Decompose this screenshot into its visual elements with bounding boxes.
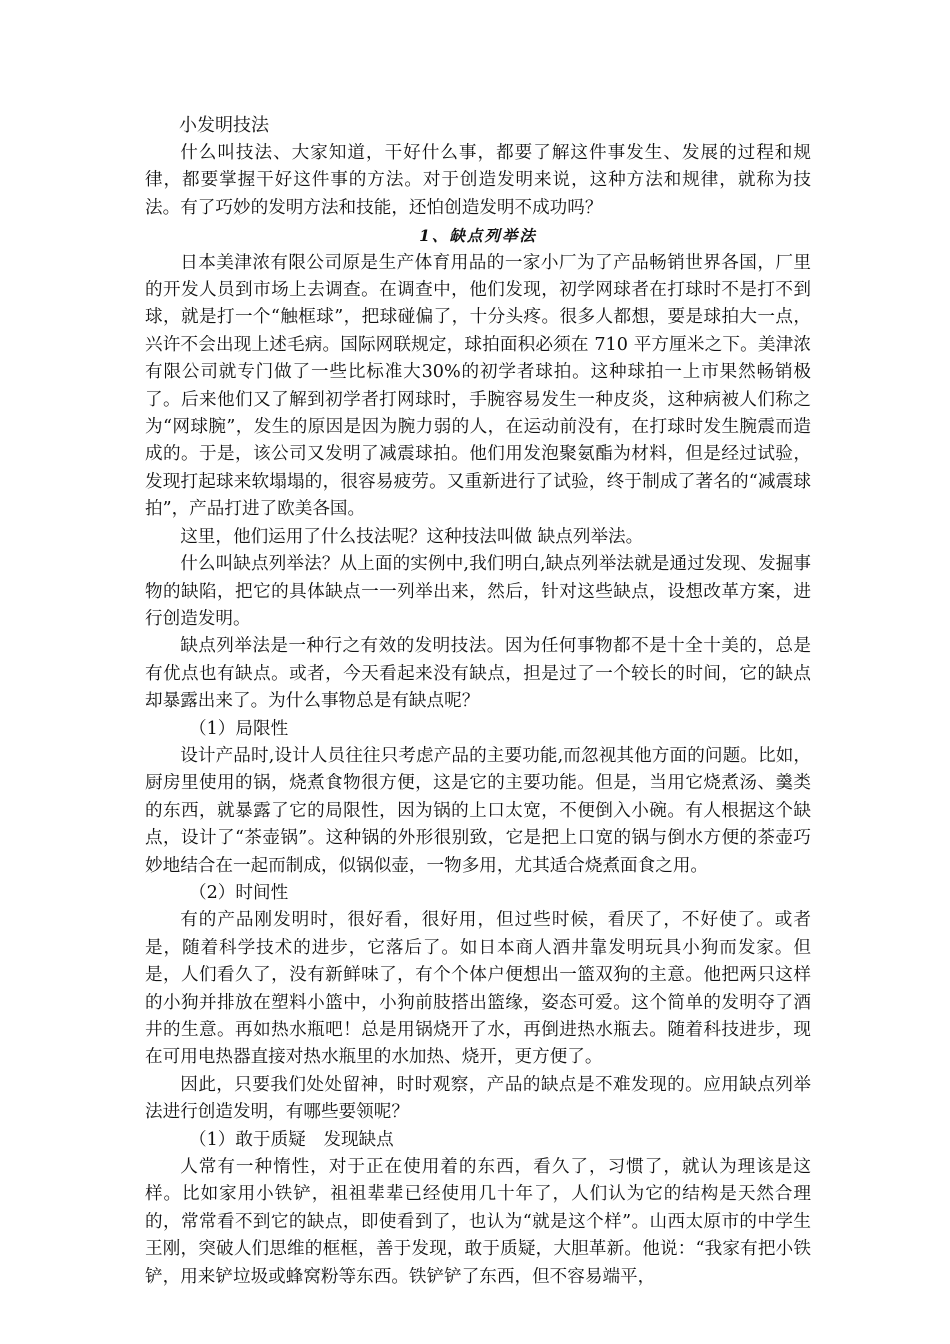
document-page [145, 112, 811, 1291]
section-heading: 1、缺点列举法 [419, 226, 537, 246]
subheading-time: （2）时间性 [189, 882, 289, 903]
paragraph-mizuno-story: 日本美津浓有限公司原是生产体育用品的一家小厂为了产品畅销世界各国，厂里的开发人员到市场上去调查。在调查中，他们发现，初学网球者在打球时不是打不到球，就是打一个“触框球”，把球碰偏了，十分头疼。很多人都想，要是球拍大一点，兴许不会出现上述毛病。国际网联规定，球拍面积必须在 710 平方厘米之下。美津浓有限公司就专门做了一些比标准大30%的初学者球拍。这种球拍一上市果然畅销极了。后来他们又了解到初学者打网球时，手腕容易发生一种皮炎，这种病被人们称之为“网球腕”，发生的原因是因为腕力弱的人，在运动前没有，在打球时发生腕震而造成的。于是，该公司又发明了减震球拍。他们用发泡聚氨酯为材料，但是经过试验，发现打起球来软塌塌的，很容易疲劳。又重新进行了试验，终于制成了著名的“减震球拍”，产品打进了欧美各国。 [145, 252, 811, 520]
subheading-limitation: （1）局限性 [189, 718, 289, 739]
paragraph-effectiveness: 缺点列举法是一种行之有效的发明技法。因为任何事物都不是十全十美的，总是有优点也有缺点。或者，今天看起来没有缺点，担是过了一个较长的时间，它的缺点却暴露出来了。为什么事物总是有缺点呢？ [145, 636, 811, 712]
document-title: 小发明技法 [179, 115, 269, 136]
intro-paragraph: 什么叫技法、大家知道，干好什么事，都要了解这件事发生、发展的过程和规律，都要掌握干好这件事的方法。对于创造发明来说，这种方法和规律，就称为技法。有了巧妙的发明方法和技能，还怕创造发明不成功吗？ [145, 143, 811, 218]
paragraph-time: 有的产品刚发明时，很好看，很好用，但过些时候，看厌了，不好使了。或者是，随着科学技术的进步，它落后了。如日本商人酒井靠发明玩具小狗而发家。但是，人们看久了，没有新鲜味了，有个个体户便想出一篮双狗的主意。他把两只这样的小狗并排放在塑料小篮中，小狗前肢搭出篮缘，姿态可爱。这个简单的发明夺了酒井的生意。再如热水瓶吧！总是用锅烧开了水，再倒进热水瓶去。随着科技进步，现在可用电热器直接对热水瓶里的水加热、烧开，更方便了。 [145, 910, 811, 1068]
paragraph-definition: 什么叫缺点列举法？从上面的实例中,我们明白,缺点列举法就是通过发现、发掘事物的缺陷，把它的具体缺点一一列举出来，然后，针对这些缺点，设想改革方案，进行创造发明。 [145, 554, 811, 629]
paragraph-habit: 人常有一种惰性，对于正在使用着的东西，看久了，习惯了，就认为理该是这样。比如家用小铁铲，祖祖辈辈已经使用几十年了，人们认为它的结构是天然合理的，常常看不到它的缺点，即使看到了，也认为“就是这个样”。山西太原市的中学生王刚，突破人们思维的框框，善于发现，敢于质疑，大胆革新。他说：“我家有把小铁铲，用来铲垃圾或蜂窝粉等东西。铁铲铲了东西，但不容易端平， [145, 1157, 811, 1287]
subheading-question: （1）敢于质疑 发现缺点 [189, 1129, 394, 1150]
paragraph-limitation: 设计产品时,设计人员往往只考虑产品的主要功能,而忽视其他方面的问题。比如，厨房里使用的锅，烧煮食物很方便，这是它的主要功能。但是，当用它烧煮汤、羹类的东西，就暴露了它的局限性，因为锅的上口太宽，不便倒入小碗。有人根据这个缺点，设计了“茶壶锅”。这种锅的外形很别致，它是把上口宽的锅与倒水方便的茶壶巧妙地结合在一起而制成，似锅似壶，一物多用，尤其适合烧煮面食之用。 [145, 745, 811, 876]
paragraph-summary: 因此，只要我们处处留神，时时观察，产品的缺点是不难发现的。应用缺点列举法进行创造发明，有哪些要领呢？ [145, 1074, 811, 1123]
paragraph-technique-question: 这里，他们运用了什么技法呢？这种技法叫做 缺点列举法。 [180, 526, 644, 547]
